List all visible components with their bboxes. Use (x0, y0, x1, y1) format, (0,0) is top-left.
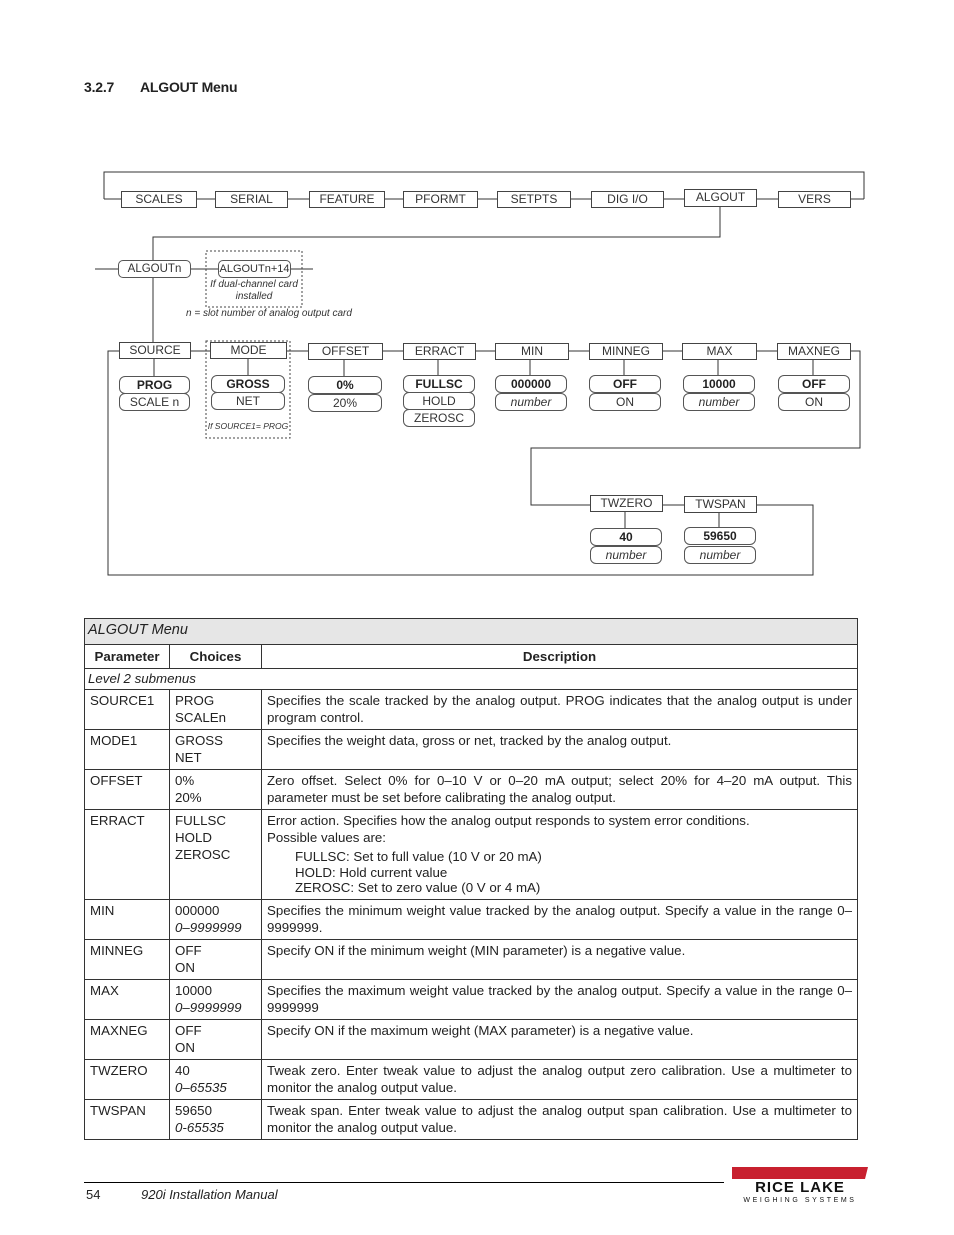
param-offset[interactable]: OFFSET (308, 343, 383, 360)
choice: SCALEn (175, 710, 226, 725)
row-desc: Specifies the scale tracked by the analog output. PROG indicates that the analog output is under program control. (262, 690, 858, 730)
row-param: MAXNEG (85, 1019, 170, 1059)
choice: 20% (175, 790, 202, 805)
table-row (85, 810, 858, 900)
choice: OFF (175, 942, 202, 958)
mode-value-gross[interactable]: GROSS (211, 375, 285, 393)
choice: HOLD (175, 830, 212, 845)
row-desc: Tweak zero. Enter tweak value to adjust the analog output zero calibration. Use a multimeter to monitor the analog output value. (262, 1059, 858, 1099)
row-desc: Specify ON if the maximum weight (MAX parameter) is a negative value. (262, 1019, 858, 1059)
menu-diagram (0, 0, 954, 600)
choice: ON (175, 959, 195, 975)
table-row (85, 1059, 858, 1099)
table-row (85, 899, 858, 939)
row-desc: Zero offset. Select 0% for 0–10 V or 0–20 mA output; select 20% for 4–20 mA output. This parameter must be set before calibrating the analog output. (262, 770, 858, 810)
row-choices (170, 810, 262, 900)
param-erract[interactable]: ERRACT (403, 343, 476, 360)
row-choices (170, 730, 262, 770)
algout-n-node[interactable] (118, 260, 191, 278)
table-row (85, 690, 858, 730)
table-header-row (85, 645, 858, 669)
page-number: 54 (86, 1187, 101, 1202)
header-parameter: Parameter (85, 645, 170, 669)
row-param: MODE1 (85, 730, 170, 770)
possible-value: FULLSC: Set to full value (10 V or 20 mA) (295, 849, 542, 864)
table-row (85, 1019, 858, 1059)
row-choices (170, 1059, 262, 1099)
row-param: MINNEG (85, 939, 170, 979)
choice: 0% (175, 773, 195, 788)
menu-setpts[interactable]: SETPTS (497, 191, 571, 208)
choice: 59650 (175, 1102, 212, 1118)
algout-n14-node[interactable] (218, 260, 291, 278)
menu-algout[interactable]: ALGOUT (684, 189, 757, 207)
param-mode[interactable]: MODE (210, 342, 287, 359)
row-param: OFFSET (85, 770, 170, 810)
diagram-lines (0, 0, 954, 600)
algout-n-label: ALGOUTn (127, 263, 182, 275)
row-param: ERRACT (85, 810, 170, 900)
section-title: ALGOUT Menu (140, 79, 238, 95)
param-minneg[interactable]: MINNEG (589, 343, 663, 360)
menu-vers[interactable]: VERS (778, 191, 851, 208)
table-caption: ALGOUT Menu (85, 619, 858, 645)
twspan-value-default[interactable]: 59650 (684, 527, 756, 545)
source-value-prog[interactable]: PROG (119, 376, 190, 394)
section-number: 3.2.7 (84, 79, 115, 95)
rice-lake-logo (729, 1164, 871, 1204)
header-choices: Choices (170, 645, 262, 669)
table-row (85, 979, 858, 1019)
source-value-scale-n[interactable] (119, 393, 190, 411)
max-value-number[interactable]: number (683, 393, 755, 411)
param-max[interactable]: MAX (682, 343, 757, 360)
menu-serial[interactable]: SERIAL (215, 191, 288, 208)
twzero-value-default[interactable]: 40 (590, 528, 662, 546)
source-value-scale-n-label: SCALE n (129, 395, 180, 409)
row-param: MAX (85, 979, 170, 1019)
param-twzero[interactable]: TWZERO (590, 495, 663, 512)
param-maxneg[interactable]: MAXNEG (777, 343, 851, 360)
row-desc: Specify ON if the minimum weight (MIN parameter) is a negative value. (262, 939, 858, 979)
maxneg-value-off[interactable]: OFF (778, 375, 850, 393)
choice: 0–9999999 (175, 919, 242, 935)
table-row (85, 770, 858, 810)
row-desc: Specifies the weight data, gross or net, tracked by the analog output. (262, 730, 858, 770)
param-min[interactable]: MIN (495, 343, 569, 360)
erract-value-fullsc[interactable]: FULLSC (403, 375, 475, 393)
min-value-default[interactable]: 000000 (495, 375, 567, 393)
max-value-default[interactable]: 10000 (683, 375, 755, 393)
table-row (85, 1099, 858, 1139)
erract-value-hold[interactable]: HOLD (403, 392, 475, 410)
row-param: MIN (85, 899, 170, 939)
row-choices (170, 1019, 262, 1059)
manual-title: 920i Installation Manual (141, 1187, 278, 1202)
desc-line: Possible values are: (267, 830, 386, 845)
minneg-value-on[interactable]: ON (589, 393, 661, 411)
possible-value: ZEROSC: Set to zero value (0 V or 4 mA) (295, 880, 541, 895)
menu-feature[interactable]: FEATURE (309, 191, 385, 208)
mode-note: If SOURCE1= PROG (207, 421, 289, 431)
row-choices (170, 899, 262, 939)
menu-dig-io[interactable]: DIG I/O (591, 191, 664, 208)
row-param: SOURCE1 (85, 690, 170, 730)
choice-scalen (175, 709, 256, 726)
table-caption-row (85, 619, 858, 645)
offset-value-0[interactable]: 0% (308, 376, 382, 394)
choice: ON (175, 1039, 195, 1055)
maxneg-value-on[interactable]: ON (778, 393, 850, 411)
min-value-number[interactable]: number (495, 393, 567, 411)
table-subheader-row (85, 669, 858, 690)
header-description: Description (262, 645, 858, 669)
table-row (85, 939, 858, 979)
possible-value: HOLD: Hold current value (295, 864, 448, 880)
offset-value-20[interactable]: 20% (308, 394, 382, 412)
logo-tagline: WEIGHING SYSTEMS (743, 1197, 857, 1204)
row-choices (170, 770, 262, 810)
table-subheader: Level 2 submenus (85, 669, 858, 690)
row-choices (170, 939, 262, 979)
algout-menu-table (84, 618, 858, 1140)
possible-values (267, 849, 852, 896)
param-source[interactable]: SOURCE (119, 342, 191, 359)
choice: 000000 (175, 902, 220, 918)
desc-line: Error action. Specifies how the analog output responds to system error conditions. (267, 813, 750, 828)
choice: NET (175, 750, 202, 765)
choice: 10000 (175, 982, 212, 998)
minneg-value-off[interactable]: OFF (589, 375, 661, 393)
choice: PROG (175, 693, 215, 708)
menu-pformt[interactable]: PFORMT (403, 191, 478, 208)
erract-value-zerosc[interactable]: ZEROSC (403, 409, 475, 427)
twzero-value-number[interactable]: number (590, 546, 662, 564)
twspan-value-number[interactable]: number (684, 546, 756, 564)
row-desc: Tweak span. Enter tweak value to adjust the analog output span calibration. Use a multimeter to monitor the analog output value. (262, 1099, 858, 1139)
menu-scales[interactable]: SCALES (121, 191, 197, 208)
logo-red-bar (732, 1167, 868, 1179)
choice: 0-65535 (175, 1119, 224, 1135)
row-choices (170, 690, 262, 730)
choice: 40 (175, 1062, 190, 1078)
dual-channel-note: If dual-channel card installed (210, 279, 298, 302)
row-desc: Specifies the maximum weight value tracked by the analog output. Specify a value in the range 0–9999999 (262, 979, 858, 1019)
param-twspan[interactable]: TWSPAN (684, 496, 757, 513)
slot-note: n = slot number of analog output card (186, 308, 352, 319)
choice: GROSS (175, 733, 224, 748)
row-choices (170, 979, 262, 1019)
table-row (85, 730, 858, 770)
choice: OFF (175, 1022, 202, 1038)
row-param: TWSPAN (85, 1099, 170, 1139)
choice: FULLSC (175, 813, 226, 828)
footer-rule (84, 1182, 724, 1183)
choice: 0–9999999 (175, 999, 242, 1015)
algout-n14-label: ALGOUTn+14 (219, 263, 290, 275)
row-desc: Specifies the minimum weight value tracked by the analog output. Specify a value in the range 0–9999999. (262, 899, 858, 939)
choice: 0–65535 (175, 1079, 227, 1095)
row-desc (262, 810, 858, 900)
row-choices (170, 1099, 262, 1139)
row-param: TWZERO (85, 1059, 170, 1099)
choice: ZEROSC (175, 847, 231, 862)
mode-value-net[interactable]: NET (211, 392, 285, 410)
logo-wordmark: RICE LAKE (755, 1179, 845, 1196)
